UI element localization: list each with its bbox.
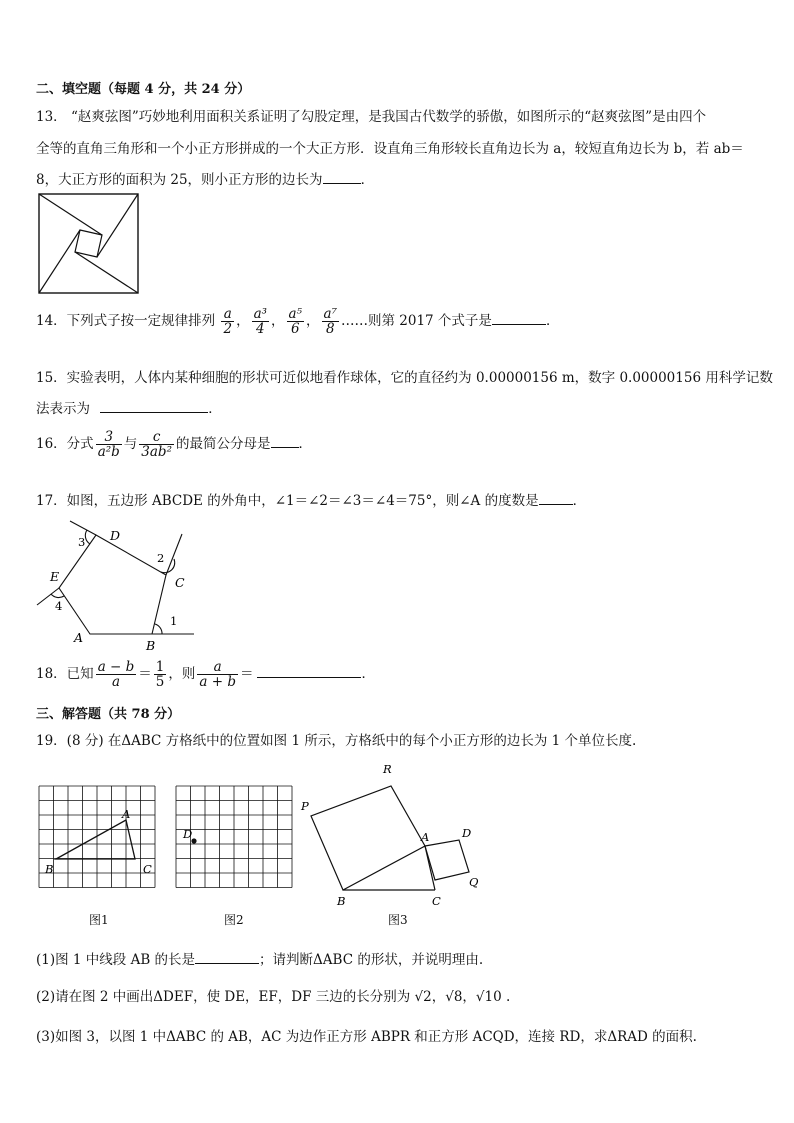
- ext-line-cd: [70, 521, 96, 535]
- q18-fraction-1: $\frac{a - b}{a}$: [97, 659, 135, 691]
- q19-part2: (2)请在图 2 中画出ΔDEF，使 DE，EF，DF 三边的长分别为 √2，√8，√10 .: [36, 989, 511, 1005]
- figure-3: [295, 760, 495, 910]
- ext-line-bc: [166, 534, 182, 575]
- fig2-caption: 图2: [224, 913, 244, 927]
- inner-lines: [39, 194, 138, 293]
- zhao-shuang-diagram: [38, 193, 140, 295]
- q14-fraction-3: $\frac{\text{a⁵}}{6}$: [288, 306, 303, 338]
- q13-line3-end: ．: [360, 172, 375, 188]
- outer-square: [39, 194, 138, 293]
- comma: ，: [271, 313, 285, 330]
- q14-fraction-1: $\frac{a}{2}$: [223, 306, 233, 338]
- q18-text: 18．已知: [36, 666, 94, 683]
- angle-label-4: 4: [55, 599, 63, 613]
- fig1-label-C: C: [143, 862, 152, 876]
- label-D: D: [110, 528, 121, 543]
- q16-line: [36, 430, 312, 459]
- fig1-caption: 图1: [89, 913, 109, 927]
- q19-intro: 19．(8 分) 在ΔABC 方格纸中的位置如图 1 所示，方格纸中的每个小正方形的边长为 1 个单位长度.: [36, 733, 637, 749]
- grid-2: [176, 786, 292, 888]
- period: ．: [208, 401, 222, 417]
- period: ．: [572, 493, 587, 509]
- q13-line1: 13． “赵爽弦图”巧妙地利用面积关系证明了勾股定理，是我国古代数学的骄傲，如图所示的“赵爽弦图”是由四个: [36, 109, 707, 125]
- fig3-caption: 图3: [388, 913, 408, 927]
- q17-answer-blank[interactable]: [539, 504, 573, 505]
- angle-arc-1: [155, 624, 162, 634]
- comma: ，: [236, 313, 250, 330]
- q13-line3-text: 8，大正方形的面积为 25，则小正方形的边长为: [36, 172, 323, 188]
- equals: ＝: [239, 666, 254, 683]
- q14-line: [36, 307, 559, 336]
- angle-label-3: 3: [78, 535, 86, 549]
- fig3-label-A: A: [421, 830, 430, 844]
- q18-fraction-3: $\frac{a}{a + b}$: [199, 659, 236, 691]
- q19-part1: [36, 948, 483, 968]
- q16-text: 16．分式: [36, 436, 94, 453]
- q18-line: [36, 660, 375, 689]
- label-A: A: [74, 630, 84, 645]
- figure-1: [38, 785, 162, 890]
- comma: ，: [306, 313, 320, 330]
- q16-fraction-1: $\frac{3}{\text{a²b}}$: [97, 429, 120, 461]
- fig3-label-B: B: [337, 894, 346, 908]
- period: ．: [298, 436, 312, 453]
- q14-text-post: ……则第 2017 个式子是: [340, 313, 492, 330]
- fig3-label-P: P: [301, 799, 309, 813]
- q13-line3: [36, 168, 374, 188]
- fig2-label-D: D: [183, 827, 193, 841]
- section-3-title: 三、解答题（共 78 分）: [36, 707, 181, 722]
- fig3-label-C: C: [432, 894, 441, 908]
- fig1-label-A: A: [122, 807, 131, 821]
- figure-2: [175, 785, 299, 890]
- square-ABPR: [311, 786, 425, 890]
- angle-arc-4: [51, 594, 64, 598]
- label-B: B: [146, 638, 156, 650]
- q15-answer-blank[interactable]: [100, 412, 208, 413]
- q14-text: 14．下列式子按一定规律排列: [36, 313, 216, 330]
- fig3-label-Q: Q: [469, 875, 479, 889]
- label-E: E: [50, 569, 60, 584]
- segment-AC: [425, 846, 435, 890]
- section-2-title: 二、填空题（每题 4 分，共 24 分）: [36, 82, 251, 97]
- angle-label-1: 1: [170, 614, 178, 628]
- q13-line2: 全等的直角三角形和一个小正方形拼成的一个大正方形．设直角三角形较长直角边长为 a，较短直角边长为 b，若 ab＝: [36, 141, 744, 157]
- inner-square: [75, 230, 102, 257]
- fig3-label-D: D: [462, 826, 472, 840]
- q14-fraction-2: $\frac{\text{a³}}{4}$: [253, 306, 268, 338]
- q14-fraction-4: $\frac{\text{a⁷}}{8}$: [323, 306, 337, 338]
- equals: ＝: [138, 666, 152, 683]
- fig3-label-R: R: [383, 762, 392, 776]
- q17-line: [36, 489, 586, 509]
- q19-part1-text-post: ；请判断ΔABC 的形状，并说明理由.: [259, 952, 484, 968]
- q16-text-post: 的最简公分母是: [176, 436, 271, 453]
- q16-answer-blank[interactable]: [271, 447, 299, 448]
- pentagon: [59, 535, 166, 634]
- q18-then: ，则: [168, 666, 196, 683]
- q18-answer-blank[interactable]: [257, 677, 361, 678]
- q18-fraction-2: $\frac{1}{5}$: [155, 659, 165, 691]
- q17-text: 17．如图，五边形 ABCDE 的外角中，∠1＝∠2＝∠3＝∠4＝75°，则∠A 的度数是: [36, 493, 539, 509]
- period: ．: [545, 313, 560, 330]
- q15-text: 法表示为: [36, 401, 90, 417]
- q16-and: 与: [123, 436, 138, 453]
- q14-answer-blank[interactable]: [492, 324, 546, 325]
- q19-part1-blank[interactable]: [195, 963, 259, 964]
- q15-line2: [36, 397, 222, 417]
- pentagon-figure: [34, 520, 204, 650]
- label-C: C: [175, 575, 185, 590]
- angle-label-2: 2: [157, 551, 165, 565]
- q15-line1: 15．实验表明，人体内某种细胞的形状可近似地看作球体，它的直径约为 0.00000156 m，数字 0.00000156 用科学记数: [36, 370, 773, 386]
- fig1-label-B: B: [45, 862, 54, 876]
- q16-fraction-2: $\frac{c}{\text{3ab²}}$: [141, 429, 172, 461]
- q19-part3: (3)如图 3，以图 1 中ΔABC 的 AB，AC 为边作正方形 ABPR 和正方形 ACQD，连接 RD，求ΔRAD 的面积.: [36, 1029, 697, 1045]
- q19-part1-text: (1)图 1 中线段 AB 的长是: [36, 952, 196, 968]
- angle-arc-3: [85, 530, 90, 544]
- q13-answer-blank[interactable]: [323, 183, 361, 184]
- period: ．: [361, 666, 375, 683]
